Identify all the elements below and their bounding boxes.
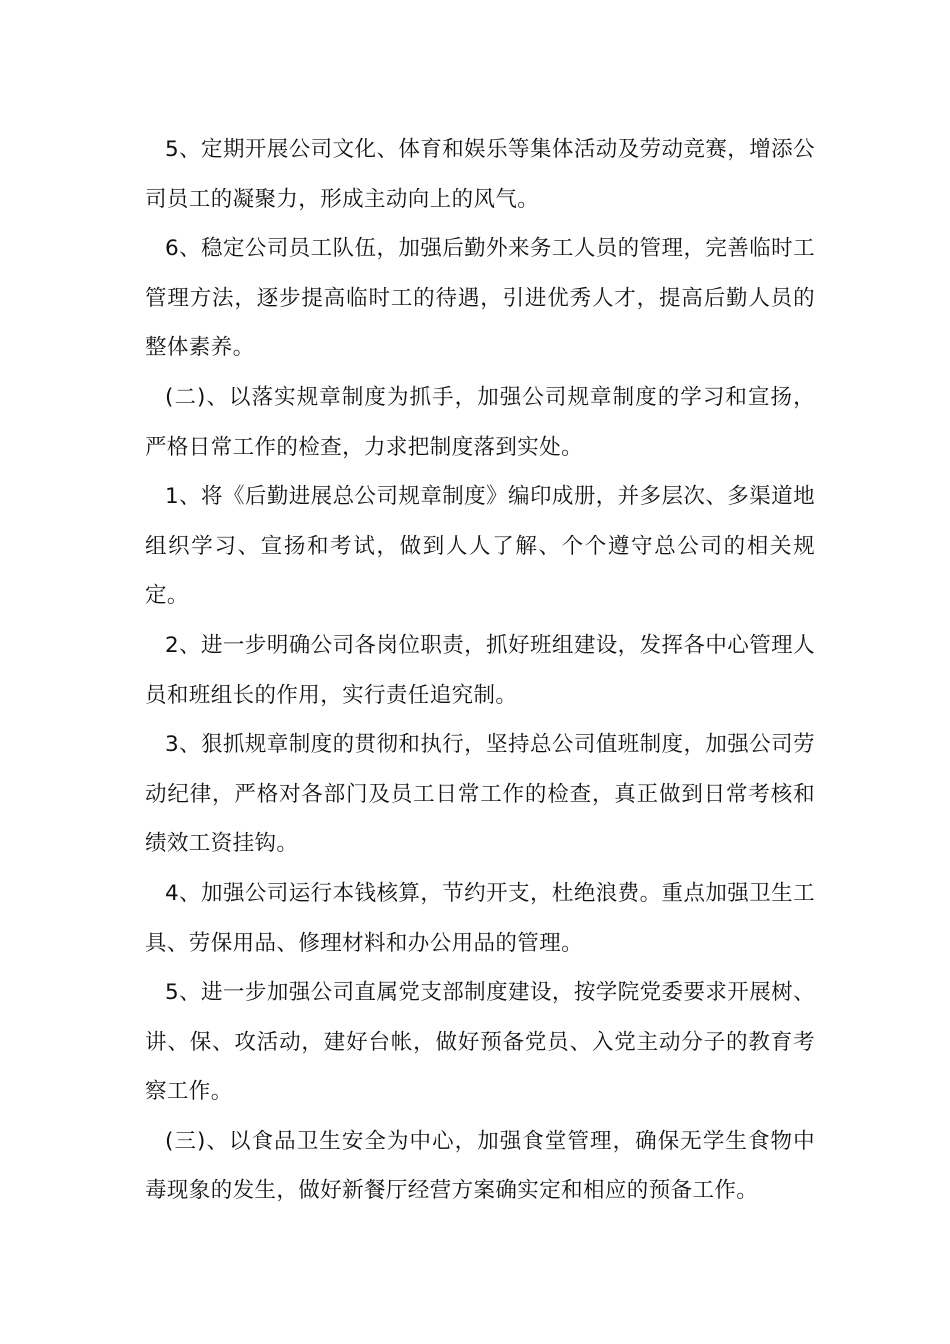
- paragraph-item-1-rules-booklet: 1、将《后勤进展总公司规章制度》编印成册，并多层次、多渠道地组织学习、宣扬和考试，做到人人了解、个个遵守总公司的相关规定。: [145, 484, 815, 609]
- paragraph-item-6-staff: 6、稳定公司员工队伍，加强后勤外来务工人员的管理，完善临时工管理方法，逐步提高临时工的待遇，引进优秀人才，提高后勤人员的整体素养。: [145, 236, 815, 361]
- paragraph-item-5-party-branch: 5、进一步加强公司直属党支部制度建设，按学院党委要求开展树、讲、保、攻活动，建好台帐，做好预备党员、入党主动分子的教育考察工作。: [145, 980, 815, 1105]
- paragraph-item-4-cost-control: 4、加强公司运行本钱核算，节约开支，杜绝浪费。重点加强卫生工具、劳保用品、修理材料和办公用品的管理。: [145, 880, 815, 956]
- paragraph-item-2-responsibilities: 2、进一步明确公司各岗位职责，抓好班组建设，发挥各中心管理人员和班组长的作用，实行责任追究制。: [145, 632, 815, 708]
- paragraph-section-2-heading: (二)、以落实规章制度为抓手，加强公司规章制度的学习和宣扬，严格日常工作的检查，力求把制度落到实处。: [145, 384, 815, 460]
- paragraph-item-5-activities: 5、定期开展公司文化、体育和娱乐等集体活动及劳动竞赛，增添公司员工的凝聚力，形成主动向上的风气。: [145, 137, 815, 212]
- paragraph-item-3-enforcement: 3、狠抓规章制度的贯彻和执行，坚持总公司值班制度，加强公司劳动纪律，严格对各部门及员工日常工作的检查，真正做到日常考核和绩效工资挂钩。: [145, 732, 815, 857]
- document-body: [145, 125, 815, 1216]
- paragraph-section-3-heading: (三)、以食品卫生安全为中心，加强食堂管理，确保无学生食物中毒现象的发生，做好新餐厅经营方案确实定和相应的预备工作。: [145, 1128, 815, 1204]
